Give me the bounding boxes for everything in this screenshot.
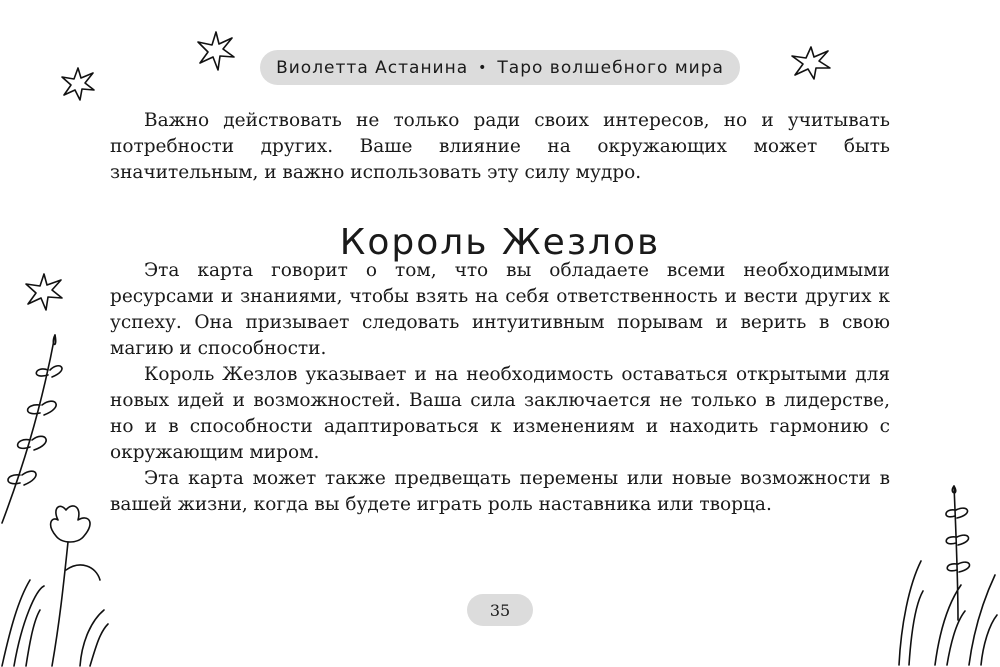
- page-number-label: 35: [489, 600, 511, 620]
- section-title: Король Жезлов: [339, 222, 661, 264]
- intro-paragraph: Важно действовать не только ради своих интересов, но и учитывать потребности других. Ваше влияние на окружающих может быть значительным, и важно использовать эту силу мудро.: [110, 110, 890, 183]
- page-number: [467, 594, 533, 626]
- body-paragraph: Эта карта может также предвещать перемены или новые возможности в вашей жизни, когда вы будете играть роль наставника или творца.: [110, 468, 890, 515]
- running-header: [260, 50, 740, 85]
- star-doodle-icon: [196, 30, 236, 72]
- tulip-flower-icon: [0, 500, 110, 667]
- grass-blades-icon: [895, 555, 1000, 667]
- star-doodle-icon: [24, 272, 64, 312]
- star-doodle-icon: [790, 45, 832, 81]
- header-separator: •: [478, 59, 488, 76]
- body-paragraph: Эта карта говорит о том, что вы обладаете всеми необходимыми ресурсами и знаниями, чтобы взять на себя ответственность и вести других к успеху. Она призывает следовать интуитивным порывам и верить в свою магию и способности.: [110, 260, 890, 359]
- section-body: [110, 258, 890, 518]
- header-author: Виолетта Астанина: [276, 57, 469, 78]
- intro-text: [110, 108, 890, 186]
- body-paragraph: Король Жезлов указывает и на необходимость оставаться открытыми для новых идей и возможностей. Ваша сила заключается не только в лидерстве, но и в способности адаптироваться к изменениям и находить гармонию с окружающим миром.: [110, 364, 890, 463]
- star-doodle-icon: [60, 66, 96, 102]
- leaf-branch-icon: [0, 325, 75, 525]
- header-book-title: Таро волшебного мира: [497, 57, 724, 78]
